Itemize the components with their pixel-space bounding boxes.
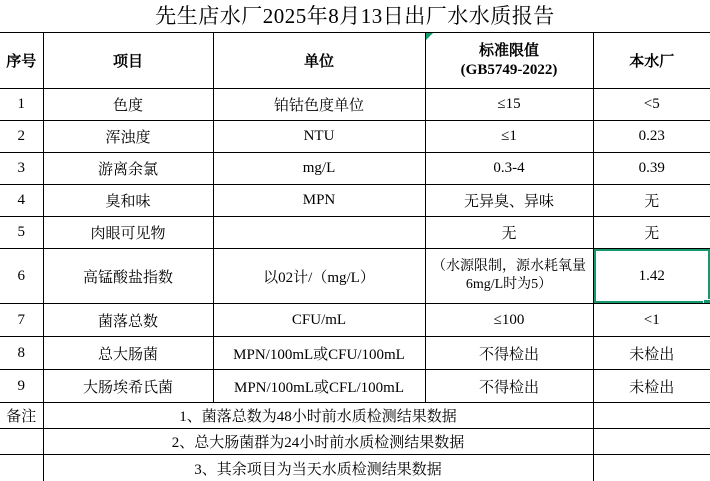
- cell-limit[interactable]: 不得检出: [425, 370, 593, 403]
- cell-item[interactable]: 肉眼可见物: [43, 217, 213, 249]
- cell-item[interactable]: 色度: [43, 89, 213, 121]
- empty-cell[interactable]: [0, 429, 43, 455]
- cell-limit[interactable]: ≤100: [425, 304, 593, 337]
- cell-value[interactable]: 无: [593, 185, 710, 217]
- cell-comment-indicator-icon: [426, 33, 433, 40]
- cell-index[interactable]: 6: [0, 249, 43, 304]
- header-limit-label-line2: (GB5749-2022): [460, 61, 558, 78]
- table-row: [0, 153, 710, 185]
- table-row: [0, 217, 710, 249]
- cell-unit[interactable]: 以02计/（mg/L）: [213, 249, 425, 304]
- table-row: [0, 121, 710, 153]
- cell-item[interactable]: 菌落总数: [43, 304, 213, 337]
- cell-unit[interactable]: 铂钴色度单位: [213, 89, 425, 121]
- cell-index[interactable]: 3: [0, 153, 43, 185]
- cell-item[interactable]: 高锰酸盐指数: [43, 249, 213, 304]
- header-cell-plant[interactable]: [593, 33, 710, 89]
- cell-limit-text: （水源限制，源水耗氧量6mg/L时为5）: [432, 259, 586, 292]
- cell-unit[interactable]: mg/L: [213, 153, 425, 185]
- report-title[interactable]: 先生店水厂2025年8月13日出厂水水质报告: [155, 4, 555, 28]
- table-row: [0, 89, 710, 121]
- cell-unit[interactable]: [213, 217, 425, 249]
- cell-item[interactable]: 游离余氯: [43, 153, 213, 185]
- selected-cell-value[interactable]: 1.42: [593, 249, 710, 304]
- cell-index[interactable]: 8: [0, 337, 43, 370]
- header-index-label: 序号: [6, 54, 37, 70]
- cell-limit[interactable]: 0.3-4: [425, 153, 593, 185]
- cell-value[interactable]: <5: [593, 89, 710, 121]
- table-row: [0, 249, 710, 304]
- cell-value[interactable]: 0.39: [593, 153, 710, 185]
- header-plant-label: 本水厂: [629, 54, 675, 70]
- note-cell[interactable]: 3、其余项目为当天水质检测结果数据: [43, 455, 593, 481]
- table-row: [0, 370, 710, 403]
- notes-label-cell[interactable]: 备注: [0, 403, 43, 429]
- cell-index[interactable]: 2: [0, 121, 43, 153]
- cell-index[interactable]: 4: [0, 185, 43, 217]
- header-unit-label: 单位: [303, 54, 334, 70]
- cell-index[interactable]: 7: [0, 304, 43, 337]
- cell-index[interactable]: 9: [0, 370, 43, 403]
- header-cell-index[interactable]: [0, 33, 43, 89]
- table-row: [0, 304, 710, 337]
- report-table: [0, 32, 710, 481]
- cell-limit[interactable]: [425, 249, 593, 304]
- header-item-label: 项目: [112, 54, 143, 70]
- cell-value[interactable]: 未检出: [593, 370, 710, 403]
- table-row: [0, 185, 710, 217]
- notes-row: [0, 429, 710, 455]
- note-cell[interactable]: 2、总大肠菌群为24小时前水质检测结果数据: [43, 429, 593, 455]
- cell-limit[interactable]: 无异臭、异味: [425, 185, 593, 217]
- empty-cell[interactable]: [593, 429, 710, 455]
- cell-value[interactable]: 0.23: [593, 121, 710, 153]
- cell-item[interactable]: 大肠埃希氏菌: [43, 370, 213, 403]
- empty-cell[interactable]: [593, 455, 710, 481]
- header-limit-label-line1: 标准限值: [478, 42, 539, 59]
- cell-value[interactable]: 无: [593, 217, 710, 249]
- cell-value[interactable]: 未检出: [593, 337, 710, 370]
- cell-limit[interactable]: 不得检出: [425, 337, 593, 370]
- cell-limit[interactable]: ≤15: [425, 89, 593, 121]
- header-cell-item[interactable]: [43, 33, 213, 89]
- empty-cell[interactable]: [593, 403, 710, 429]
- header-cell-unit[interactable]: [213, 33, 425, 89]
- header-cell-limit[interactable]: [425, 33, 593, 89]
- header-row: [0, 33, 710, 89]
- cell-unit[interactable]: MPN: [213, 185, 425, 217]
- cell-unit[interactable]: CFU/mL: [213, 304, 425, 337]
- cell-unit[interactable]: MPN/100mL或CFU/100mL: [213, 337, 425, 370]
- cell-limit[interactable]: 无: [425, 217, 593, 249]
- cell-unit[interactable]: MPN/100mL或CFL/100mL: [213, 370, 425, 403]
- cell-limit[interactable]: ≤1: [425, 121, 593, 153]
- cell-item[interactable]: 浑浊度: [43, 121, 213, 153]
- empty-cell[interactable]: [0, 455, 43, 481]
- cell-index[interactable]: 1: [0, 89, 43, 121]
- notes-row: [0, 403, 710, 429]
- cell-value[interactable]: <1: [593, 304, 710, 337]
- cell-item[interactable]: 总大肠菌: [43, 337, 213, 370]
- cell-index[interactable]: 5: [0, 217, 43, 249]
- notes-row: [0, 455, 710, 481]
- cell-unit[interactable]: NTU: [213, 121, 425, 153]
- table-row: [0, 337, 710, 370]
- cell-item[interactable]: 臭和味: [43, 185, 213, 217]
- note-cell[interactable]: 1、菌落总数为48小时前水质检测结果数据: [43, 403, 593, 429]
